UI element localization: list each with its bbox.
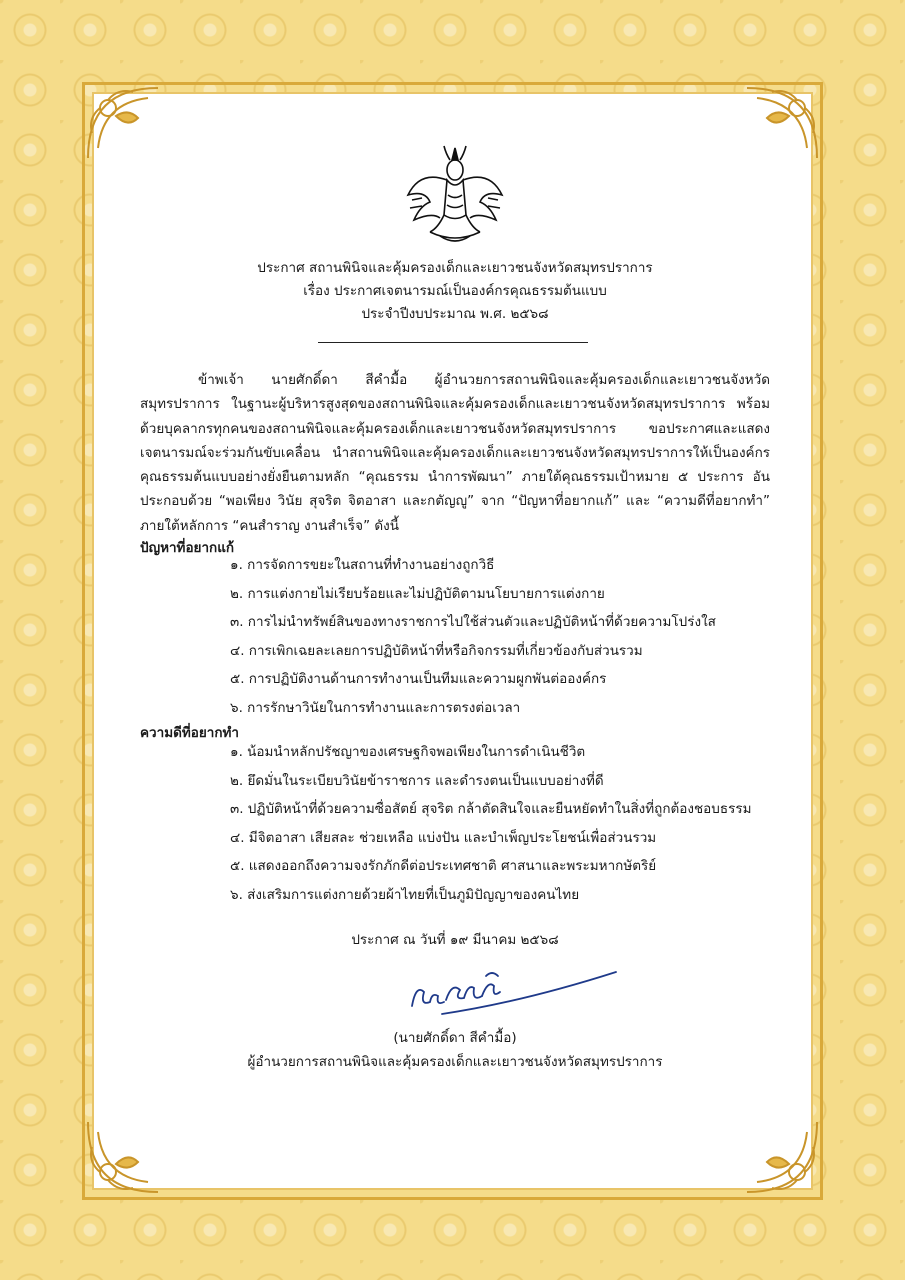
divider xyxy=(318,342,588,343)
garuda-emblem-icon xyxy=(400,140,510,250)
list-item: ๒. ยึดมั่นในระเบียบวินัยข้าราชการ และดำรงตนเป็นแบบอย่างที่ดี xyxy=(230,772,604,789)
fiscal-year: ประจำปีงบประมาณ พ.ศ. ๒๕๖๘ xyxy=(361,306,549,322)
problems-list xyxy=(230,553,716,724)
problems-heading: ปัญหาที่อยากแก้ xyxy=(140,540,235,556)
list-item: ๓. การไม่นำทรัพย์สินของทางราชการไปใช้ส่วนตัวและปฏิบัติหน้าที่ด้วยความโปร่งใส xyxy=(230,614,716,630)
list-item: ๑. การจัดการขยะในสถานที่ทำงานอย่างถูกวิธี xyxy=(230,557,495,573)
handwritten-signature-icon xyxy=(402,962,622,1022)
list-item: ๖. ส่งเสริมการแต่งกายด้วยผ้าไทยที่เป็นภูมิปัญญาของคนไทย xyxy=(230,886,580,903)
signatory-name: (นายศักดิ์ดา สีคำมื้อ) xyxy=(393,1030,517,1046)
signatory-position: ผู้อำนวยการสถานพินิจและคุ้มครองเด็กและเยาวชนจังหวัดสมุทรปราการ xyxy=(247,1054,663,1070)
goodness-list xyxy=(230,740,751,911)
list-item: ๒. การแต่งกายไม่เรียบร้อยและไม่ปฏิบัติตามนโยบายการแต่งกาย xyxy=(230,585,605,602)
goodness-heading: ความดีที่อยากทำ xyxy=(140,725,240,741)
announcement-document xyxy=(140,0,770,1280)
declaration-paragraph: ข้าพเจ้า นายศักดิ์ดา สีคำมื้อ ผู้อำนวยการสถานพินิจและคุ้มครองเด็กและเยาวชนจังหวัดสมุทรปราการ ในฐานะผู้บริหารสูงสุดของสถานพินิจและคุ้มครองเด็กและเยาวชนจังหวัดสมุทรปราการ พร้อมด้วยบุคลากรทุกคนของสถานพินิจและคุ้มครองเด็กและเยาวชนจังหวัดสมุทรปราการ ขอประกาศและแสดงเจตนารมณ์จะร่วมกันขับเคลื่อน นำสถานพินิจและคุ้มครองเด็กและเยาวชนจังหวัดสมุทรปราการให้เป็นองค์กรคุณธรรมต้นแบบอย่างยั่งยืนตามหลัก “คุณธรรม นำการพัฒนา” ภายใต้คุณธรรมเป้าหมาย ๕ ประการ อันประกอบด้วย “พอเพียง วินัย สุจริต จิตอาสา และกตัญญู” จาก “ปัญหาที่อยากแก้” และ “ความดีที่อยากทำ” ภายใต้หลักการ “คนสำราญ งานสำเร็จ” ดังนี้ xyxy=(140,372,770,534)
announcement-date: ประกาศ ณ วันที่ ๑๙ มีนาคม ๒๕๖๘ xyxy=(351,932,559,948)
announcement-subject: เรื่อง ประกาศเจตนารมณ์เป็นองค์กรคุณธรรมต้นแบบ xyxy=(303,283,607,299)
list-item: ๖. การรักษาวินัยในการทำงานและการตรงต่อเวลา xyxy=(230,699,521,716)
announcement-title: ประกาศ สถานพินิจและคุ้มครองเด็กและเยาวชนจังหวัดสมุทรปราการ xyxy=(257,260,653,276)
list-item: ๕. การปฏิบัติงานด้านการทำงานเป็นทีมและความผูกพันต่อองค์กร xyxy=(230,671,607,687)
list-item: ๓. ปฏิบัติหน้าที่ด้วยความซื่อสัตย์ สุจริต กล้าตัดสินใจและยืนหยัดทำในสิ่งที่ถูกต้องชอบธรรม xyxy=(230,801,752,817)
list-item: ๕. แสดงออกถึงความจงรักภักดีต่อประเทศชาติ ศาสนาและพระมหากษัตริย์ xyxy=(230,858,657,874)
list-item: ๑. น้อมนำหลักปรัชญาของเศรษฐกิจพอเพียงในการดำเนินชีวิต xyxy=(230,744,586,760)
list-item: ๔. การเพิกเฉยละเลยการปฏิบัติหน้าที่หรือกิจกรรมที่เกี่ยวข้องกับส่วนรวม xyxy=(230,642,643,659)
list-item: ๔. มีจิตอาสา เสียสละ ช่วยเหลือ แบ่งปัน และบำเพ็ญประโยชน์เพื่อส่วนรวม xyxy=(230,829,657,846)
